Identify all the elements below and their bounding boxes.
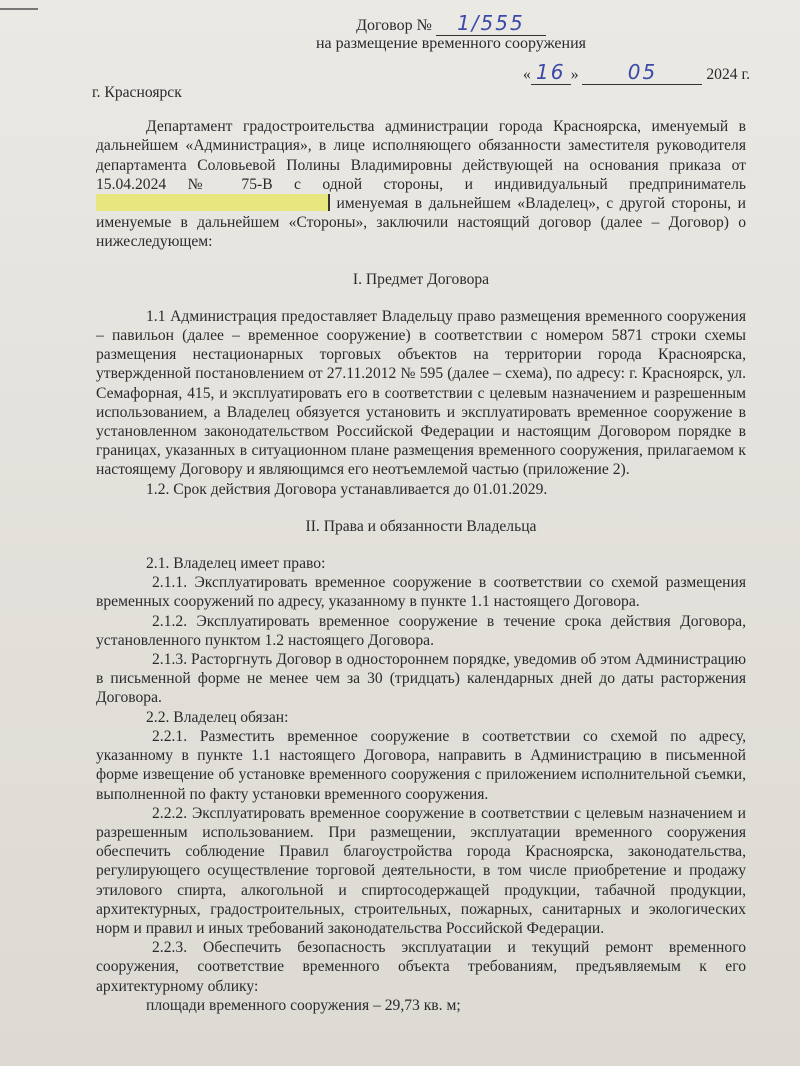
clause-2-2: 2.2. Владелец обязан: — [146, 708, 289, 726]
clause-1-2: 1.2. Срок действия Договора устанавливается до 01.01.2029. — [146, 480, 548, 498]
contract-title-text: Договор № — [356, 17, 432, 34]
place-date-line — [92, 60, 750, 105]
day-field — [531, 60, 571, 85]
contract-number-handwritten: 1/555 — [457, 11, 525, 35]
page-edge-mark — [0, 8, 38, 10]
section1-title: I. Предмет Договора — [352, 270, 490, 288]
contract-number-field — [436, 11, 546, 36]
clause-2-1-1: 2.1.1. Эксплуатировать временное сооружение в соответствии со схемой размещения временных сооружений по адресу, указанному в пункте 1.1 настоящего Договора. — [96, 574, 746, 611]
city: г. Красноярск — [92, 84, 182, 102]
clause-2-2-1: 2.2.1. Разместить временное сооружение в соответствии со схемой по адресу, указанному в пункте 1.1 настоящего Договора, направить в Администрацию в письменной форме извещение об установке временного сооружения с приложением исполнительной съемки, выполненной по факту установки временного сооружения. — [96, 727, 746, 803]
clause-2-1-3: 2.1.3. Расторгнуть Договор в одностороннем порядке, уведомив об этом Администрацию в письменной форме не менее чем за 30 (тридцать) календарных дней до даты расторжения Договора. — [96, 651, 746, 707]
redacted-name — [96, 194, 330, 211]
contract-subtitle: на размещение временного сооружения — [315, 35, 586, 52]
preamble — [96, 117, 746, 251]
area-line: площади временного сооружения – 29,73 кв. м; — [146, 996, 461, 1014]
month-field — [582, 60, 702, 85]
contract-title — [156, 11, 746, 38]
section2-title: II. Права и обязанности Владельца — [305, 517, 537, 535]
clause-1-1: 1.1 Администрация предоставляет Владельцу право размещения временного сооружения – павильон (далее – временное сооружение) в соответствии с номером 5871 строки схемы размещения нестационарных торговых объектов на территории города Красноярска, утвержденной постановлением от 27.11.2012 № 595 (далее – схема), по адресу: г. Красноярск, ул. Семафорная, 415, и эксплуатировать его в соответствии с целевым назначением и разрешенным использованием, а Владелец обязуется установить и эксплуатировать временное сооружение в установленном законодательством Российской Федерации и настоящим Договором порядке в границах, указанных в ситуационном плане размещения временного сооружения, прилагаемом к настоящему Договору и являющимся его неотъемлемой частью (приложение 2). — [96, 307, 746, 479]
quote-close: » — [570, 66, 579, 84]
day-handwritten: 16 — [536, 60, 566, 85]
preamble-part1: Департамент градостроительства администрации города Красноярска, именуемый в дальнейшем «Администрация», в лице исполняющего обязанности заместителя руководителя департамента Соловьевой Полины Владимировны действующей на основания приказа от 15.04.2024 № 75-В с одной стороны, и индивидуальный предприниматель — [96, 118, 746, 193]
quote-open: « — [522, 66, 531, 84]
clause-2-1-2: 2.1.2. Эксплуатировать временное сооружение в течение срока действия Договора, установленного пунктом 1.2 настоящего Договора. — [96, 612, 746, 649]
clause-2-1: 2.1. Владелец имеет право: — [146, 555, 326, 573]
contract-date — [522, 60, 750, 85]
month-handwritten: 05 — [627, 60, 658, 85]
preamble-part2: именуемая в дальнейшем «Владелец», с другой стороны, и именуемые в дальнейшем «Стороны», заключили настоящий договор (далее – Договор) о нижеследующем: — [96, 195, 746, 251]
document-body — [92, 11, 750, 1015]
clause-2-2-2: 2.2.2. Эксплуатировать временное сооружение в соответствии с целевым назначением и разрешенным использованием. При размещении, эксплуатации временного сооружения обеспечить соблюдение Правил благоустройства города Красноярска, законодательства, регулирующего осуществление торговой деятельности, в том числе приобретение и продажу этилового спирта, алкогольной и спиртосодержащей продукции, табачной продукции, архитектурных, градостроительных, строительных, пожарных, санитарных и экологических норм и правил и иных требований законодательства Российской Федерации. — [96, 804, 746, 937]
year: 2024 г. — [706, 66, 750, 84]
clause-2-2-3: 2.2.3. Обеспечить безопасность эксплуатации и текущий ремонт временного сооружения, соответствие временного объекта требованиям, предъявляемым к его архитектурному облику: — [96, 939, 746, 995]
